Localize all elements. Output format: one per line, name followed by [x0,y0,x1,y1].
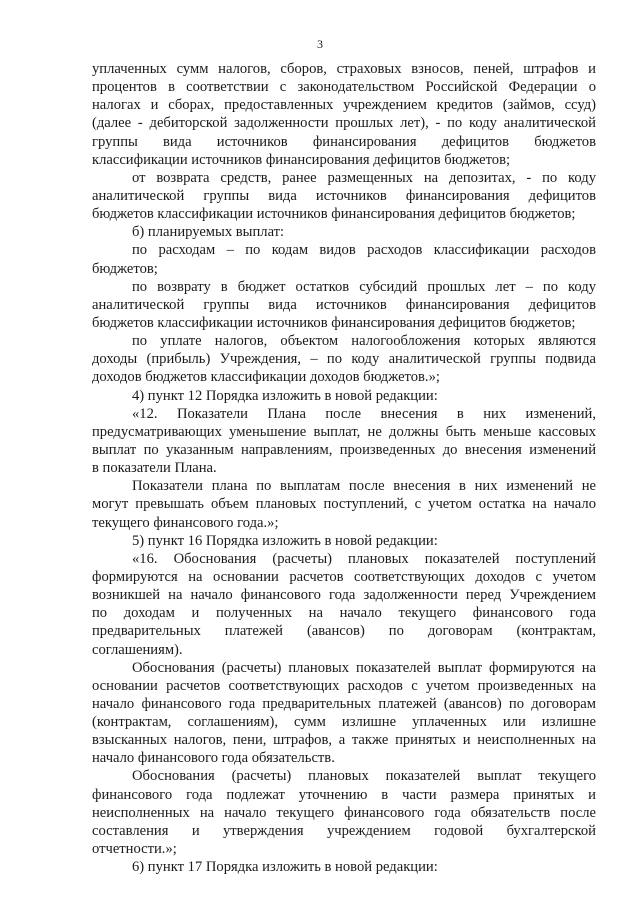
text-line: 4) пункт 12 Порядка изложить в новой редакции: [132,387,438,404]
text-line: 6) пункт 17 Порядка изложить в новой редакции: [132,859,438,876]
text-line: взысканных налогов, пени, штрафов, а также принятых и неисполненных на [92,732,596,749]
text-line: уплаченных сумм налогов, сборов, страховых взносов, пеней, штрафов и [92,61,596,77]
text-line: формируются на основании расчетов соответствующих доходов с учетом [92,568,596,585]
text-line: в показатели Плана. [92,460,217,477]
text-line: выплат по указанным направлениям, произведенных до внесения изменений [92,441,596,458]
text-line: бюджетов классификации источников финансирования дефицитов бюджетов; [92,206,576,223]
text-line: отчетности.»; [92,841,177,858]
text-line: могут превышать объем плановых поступлений, с учетом остатка на начало [92,496,596,513]
text-line: классификации источников финансирования дефицитов бюджетов; [92,151,511,168]
text-line: основании расчетов соответствующих расходов с учетом произведенных на [92,677,596,694]
text-line: доходы (прибыль) Учреждения, – по коду аналитической группы подвида [92,351,596,368]
text-line: аналитической группы вида источников финансирования дефицитов [92,296,596,313]
text-line: по возврату в бюджет остатков субсидий прошлых лет – по коду [132,278,596,295]
text-line: бюджетов; [92,260,158,277]
text-line: финансового года подлежат уточнению в части размера принятых и [92,786,596,803]
text-line: текущего финансового года.»; [92,514,279,531]
text-line: бюджетов классификации источников финансирования дефицитов бюджетов; [92,314,576,331]
text-line: соглашениям). [92,641,183,658]
text-line: Обоснования (расчеты) плановых показателей выплат текущего [132,768,596,785]
text-line: предварительных платежей (авансов) по договорам (контрактам, [92,623,596,640]
page-number: 3 [317,37,323,51]
text-line: налогах и сборах, предоставленных учреждением кредитов (займов, ссуд) [92,97,596,114]
text-line: «12. Показатели Плана после внесения в них изменений, [132,405,596,422]
text-line: неисполненных на начало текущего финансового года обязательств после [92,804,596,821]
text-line: доходов бюджетов классификации доходов бюджетов.»; [92,369,440,386]
text-line: группы вида источников финансирования дефицитов бюджетов [92,133,596,150]
text-line: б) планируемых выплат: [132,224,285,241]
text-line: (контрактам, соглашениям), сумм излишне уплаченных или излишне [92,714,596,731]
text-line: Показатели плана по выплатам после внесения в них изменений не [132,478,596,495]
text-line: составления и утверждения учреждением годовой бухгалтерской [92,822,596,839]
text-line: по расходам – по кодам видов расходов классификации расходов [132,242,596,259]
text-line: начало финансового года обязательств. [92,750,335,767]
text-line: по уплате налогов, объектом налогообложения которых являются [132,333,596,350]
text-line: Обоснования (расчеты) плановых показателей выплат формируются на [132,659,596,676]
text-line: возникшей на начало финансового года задолженности перед Учреждением [92,587,596,604]
document-body [92,60,596,876]
text-line: «16. Обоснования (расчеты) плановых показателей поступлений [132,550,596,567]
text-line: 5) пункт 16 Порядка изложить в новой редакции: [132,532,438,549]
text-line: (далее - дебиторской задолженности прошлых лет), - по коду аналитической [92,115,596,132]
text-line: от возврата средств, ранее размещенных на депозитах, - по коду [132,169,596,186]
text-line: аналитической группы вида источников финансирования дефицитов [92,187,596,204]
text-line: процентов в соответствии с законодательством Российской Федерации о [92,79,596,96]
text-line: начало финансового года предварительных платежей (авансов) по договорам [92,695,596,712]
text-line: предусматривающих уменьшение выплат, не должны быть меньше кассовых [92,423,596,440]
text-line: по доходам и полученных на начало текущего финансового года [92,605,596,622]
